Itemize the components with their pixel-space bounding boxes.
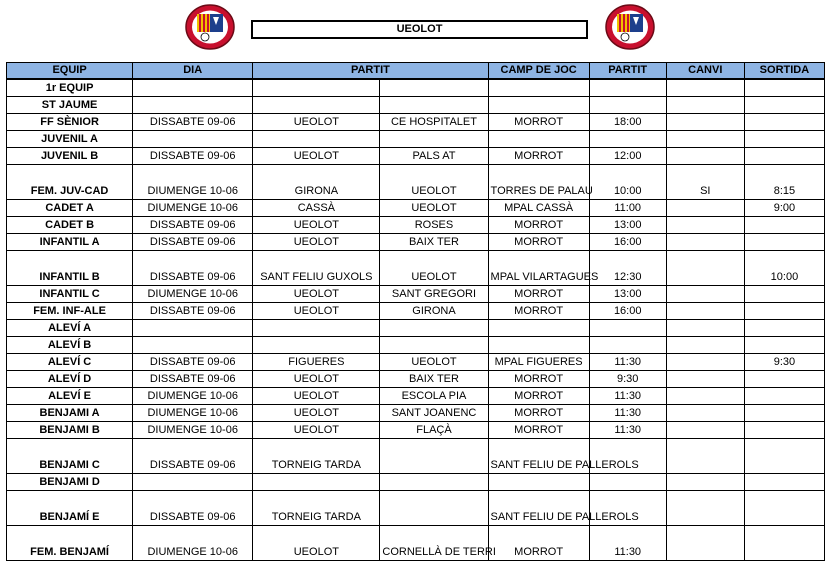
field-cell: TORRES DE PALAU [488,165,589,200]
team-cell: ALEVÍ D [7,371,133,388]
home-team-cell: UEOLOT [253,422,380,439]
home-team-cell [253,131,380,148]
home-team-cell: UEOLOT [253,114,380,131]
table-row [7,526,825,561]
kickoff-cell: 12:00 [589,148,666,165]
header-row [7,63,825,80]
table-row [7,165,825,200]
change-cell [666,303,744,320]
team-cell: INFANTIL A [7,234,133,251]
field-cell: MORROT [488,303,589,320]
departure-cell [744,303,824,320]
home-team-cell: UEOLOT [253,388,380,405]
home-team-cell: UEOLOT [253,303,380,320]
field-cell: MPAL CASSÀ [488,200,589,217]
col-hora: PARTIT [589,63,666,80]
table-row [7,422,825,439]
date-cell: DISSABTE 09-06 [133,491,253,526]
away-team-cell: SANT JOANENC [380,405,488,422]
table-row [7,474,825,491]
col-camp: CAMP DE JOC [488,63,589,80]
date-cell: DISSABTE 09-06 [133,114,253,131]
table-row [7,200,825,217]
away-team-cell [380,97,488,114]
date-cell [133,320,253,337]
home-team-cell: UEOLOT [253,371,380,388]
kickoff-cell: 11:00 [589,200,666,217]
table-row [7,114,825,131]
team-cell: ALEVÍ C [7,354,133,371]
away-team-cell: CE HOSPITALET [380,114,488,131]
date-cell: DIUMENGE 10-06 [133,165,253,200]
change-cell [666,526,744,561]
date-cell: DIUMENGE 10-06 [133,200,253,217]
table-row [7,354,825,371]
departure-cell [744,526,824,561]
kickoff-cell [589,97,666,114]
kickoff-cell: 10:00 [589,165,666,200]
date-cell [133,97,253,114]
departure-cell [744,114,824,131]
date-cell [133,474,253,491]
field-cell: MORROT [488,217,589,234]
schedule-table [6,62,825,561]
change-cell [666,439,744,474]
table-row [7,234,825,251]
change-cell [666,371,744,388]
departure-cell [744,148,824,165]
date-cell: DISSABTE 09-06 [133,234,253,251]
away-team-cell: ROSES [380,217,488,234]
away-team-cell [380,131,488,148]
departure-cell [744,439,824,474]
home-team-cell: UEOLOT [253,148,380,165]
table-row [7,388,825,405]
date-cell: DISSABTE 09-06 [133,354,253,371]
table-row [7,131,825,148]
kickoff-cell [589,474,666,491]
date-cell: DISSABTE 09-06 [133,251,253,286]
change-cell [666,217,744,234]
away-team-cell: UEOLOT [380,165,488,200]
date-cell: DISSABTE 09-06 [133,303,253,320]
field-cell: MORROT [488,526,589,561]
field-cell: MORROT [488,234,589,251]
away-team-cell: FLAÇÀ [380,422,488,439]
departure-cell [744,286,824,303]
date-cell: DISSABTE 09-06 [133,148,253,165]
date-cell: DIUMENGE 10-06 [133,526,253,561]
date-cell: DIUMENGE 10-06 [133,286,253,303]
home-team-cell: CASSÀ [253,200,380,217]
team-cell: FF SÈNIOR [7,114,133,131]
table-row [7,97,825,114]
home-team-cell [253,97,380,114]
away-team-cell: UEOLOT [380,251,488,286]
kickoff-cell [589,320,666,337]
departure-cell [744,388,824,405]
team-cell: JUVENIL A [7,131,133,148]
date-cell [133,131,253,148]
departure-cell [744,97,824,114]
field-cell [488,474,589,491]
change-cell [666,200,744,217]
kickoff-cell: 11:30 [589,526,666,561]
table-row [7,320,825,337]
team-cell: BENJAMI B [7,422,133,439]
field-cell: MORROT [488,422,589,439]
field-cell: MORROT [488,371,589,388]
home-team-cell: TORNEIG TARDA [253,491,380,526]
team-cell: BENJAMI C [7,439,133,474]
away-team-cell: GIRONA [380,303,488,320]
table-row [7,405,825,422]
departure-cell: 9:30 [744,354,824,371]
departure-cell [744,337,824,354]
kickoff-cell: 18:00 [589,114,666,131]
club-crest-right-icon [605,4,655,50]
date-cell [133,79,253,97]
kickoff-cell [589,337,666,354]
kickoff-cell: 11:30 [589,388,666,405]
club-crest-left-icon [185,4,235,50]
field-cell: MORROT [488,148,589,165]
home-team-cell: UEOLOT [253,526,380,561]
field-cell: SANT FELIU DE PALLEROLS [488,491,589,526]
kickoff-cell: 16:00 [589,303,666,320]
change-cell [666,354,744,371]
date-cell: DISSABTE 09-06 [133,371,253,388]
away-team-cell: BAIX TER [380,371,488,388]
date-cell: DISSABTE 09-06 [133,217,253,234]
away-team-cell: SANT GREGORI [380,286,488,303]
team-cell: INFANTIL B [7,251,133,286]
kickoff-cell: 11:30 [589,354,666,371]
team-cell: ST JAUME [7,97,133,114]
table-row [7,303,825,320]
team-cell: BENJAMI D [7,474,133,491]
table-row [7,148,825,165]
departure-cell [744,320,824,337]
change-cell [666,97,744,114]
col-dia: DIA [133,63,253,80]
change-cell [666,131,744,148]
table-row [7,371,825,388]
home-team-cell [253,320,380,337]
away-team-cell: UEOLOT [380,354,488,371]
field-cell: SANT FELIU DE PALLEROLS [488,439,589,474]
away-team-cell [380,491,488,526]
team-cell: CADET A [7,200,133,217]
team-cell: CADET B [7,217,133,234]
kickoff-cell: 12:30 [589,251,666,286]
departure-cell [744,474,824,491]
change-cell [666,491,744,526]
date-cell: DIUMENGE 10-06 [133,388,253,405]
date-cell: DIUMENGE 10-06 [133,405,253,422]
change-cell [666,286,744,303]
team-cell: FEM. BENJAMÍ [7,526,133,561]
departure-cell [744,131,824,148]
kickoff-cell [589,131,666,148]
home-team-cell: GIRONA [253,165,380,200]
departure-cell [744,371,824,388]
kickoff-cell: 11:30 [589,422,666,439]
team-cell: 1r EQUIP [7,79,133,97]
team-cell: FEM. INF-ALE [7,303,133,320]
team-cell: ALEVÍ B [7,337,133,354]
table-row [7,439,825,474]
field-cell: MPAL VILARTAGUES [488,251,589,286]
col-partit: PARTIT [253,63,488,80]
team-cell: JUVENIL B [7,148,133,165]
away-team-cell: BAIX TER [380,234,488,251]
col-sortida: SORTIDA [744,63,824,80]
departure-cell [744,234,824,251]
change-cell [666,251,744,286]
col-equip: EQUIP [7,63,133,80]
away-team-cell: PALS AT [380,148,488,165]
field-cell: MORROT [488,114,589,131]
field-cell: MORROT [488,405,589,422]
home-team-cell: UEOLOT [253,405,380,422]
table-row [7,79,825,97]
away-team-cell [380,320,488,337]
home-team-cell: SANT FELIU GUXOLS [253,251,380,286]
team-cell: FEM. JUV-CAD [7,165,133,200]
team-cell: INFANTIL C [7,286,133,303]
home-team-cell: TORNEIG TARDA [253,439,380,474]
change-cell [666,474,744,491]
home-team-cell [253,474,380,491]
home-team-cell: UEOLOT [253,217,380,234]
change-cell [666,422,744,439]
kickoff-cell: 16:00 [589,234,666,251]
change-cell [666,388,744,405]
table-row [7,286,825,303]
team-cell: ALEVÍ A [7,320,133,337]
field-cell: MPAL FIGUERES [488,354,589,371]
departure-cell: 9:00 [744,200,824,217]
page-title: UEOLOT [251,20,588,39]
home-team-cell [253,337,380,354]
kickoff-cell: 13:00 [589,286,666,303]
date-cell: DISSABTE 09-06 [133,439,253,474]
date-cell [133,337,253,354]
col-canvi: CANVI [666,63,744,80]
table-row [7,491,825,526]
team-cell: BENJAMÍ E [7,491,133,526]
away-team-cell: ESCOLA PIA [380,388,488,405]
kickoff-cell: 9:30 [589,371,666,388]
team-cell: ALEVÍ E [7,388,133,405]
table-row [7,251,825,286]
change-cell [666,114,744,131]
home-team-cell [253,79,380,97]
home-team-cell: FIGUERES [253,354,380,371]
change-cell [666,337,744,354]
table-row [7,217,825,234]
field-cell [488,131,589,148]
departure-cell [744,217,824,234]
change-cell [666,79,744,97]
field-cell [488,337,589,354]
change-cell [666,148,744,165]
departure-cell [744,491,824,526]
kickoff-cell [589,79,666,97]
home-team-cell: UEOLOT [253,234,380,251]
away-team-cell [380,79,488,97]
change-cell [666,234,744,251]
date-cell: DIUMENGE 10-06 [133,422,253,439]
departure-cell: 10:00 [744,251,824,286]
field-cell [488,97,589,114]
team-cell: BENJAMI A [7,405,133,422]
field-cell [488,79,589,97]
home-team-cell: UEOLOT [253,286,380,303]
departure-cell [744,405,824,422]
table-row [7,337,825,354]
kickoff-cell: 11:30 [589,405,666,422]
change-cell: SI [666,165,744,200]
away-team-cell: UEOLOT [380,200,488,217]
away-team-cell [380,439,488,474]
away-team-cell [380,474,488,491]
change-cell [666,320,744,337]
field-cell [488,320,589,337]
departure-cell [744,79,824,97]
field-cell: MORROT [488,286,589,303]
change-cell [666,405,744,422]
departure-cell [744,422,824,439]
kickoff-cell: 13:00 [589,217,666,234]
field-cell: MORROT [488,388,589,405]
departure-cell: 8:15 [744,165,824,200]
away-team-cell [380,337,488,354]
away-team-cell: CORNELLÀ DE TERRI [380,526,488,561]
